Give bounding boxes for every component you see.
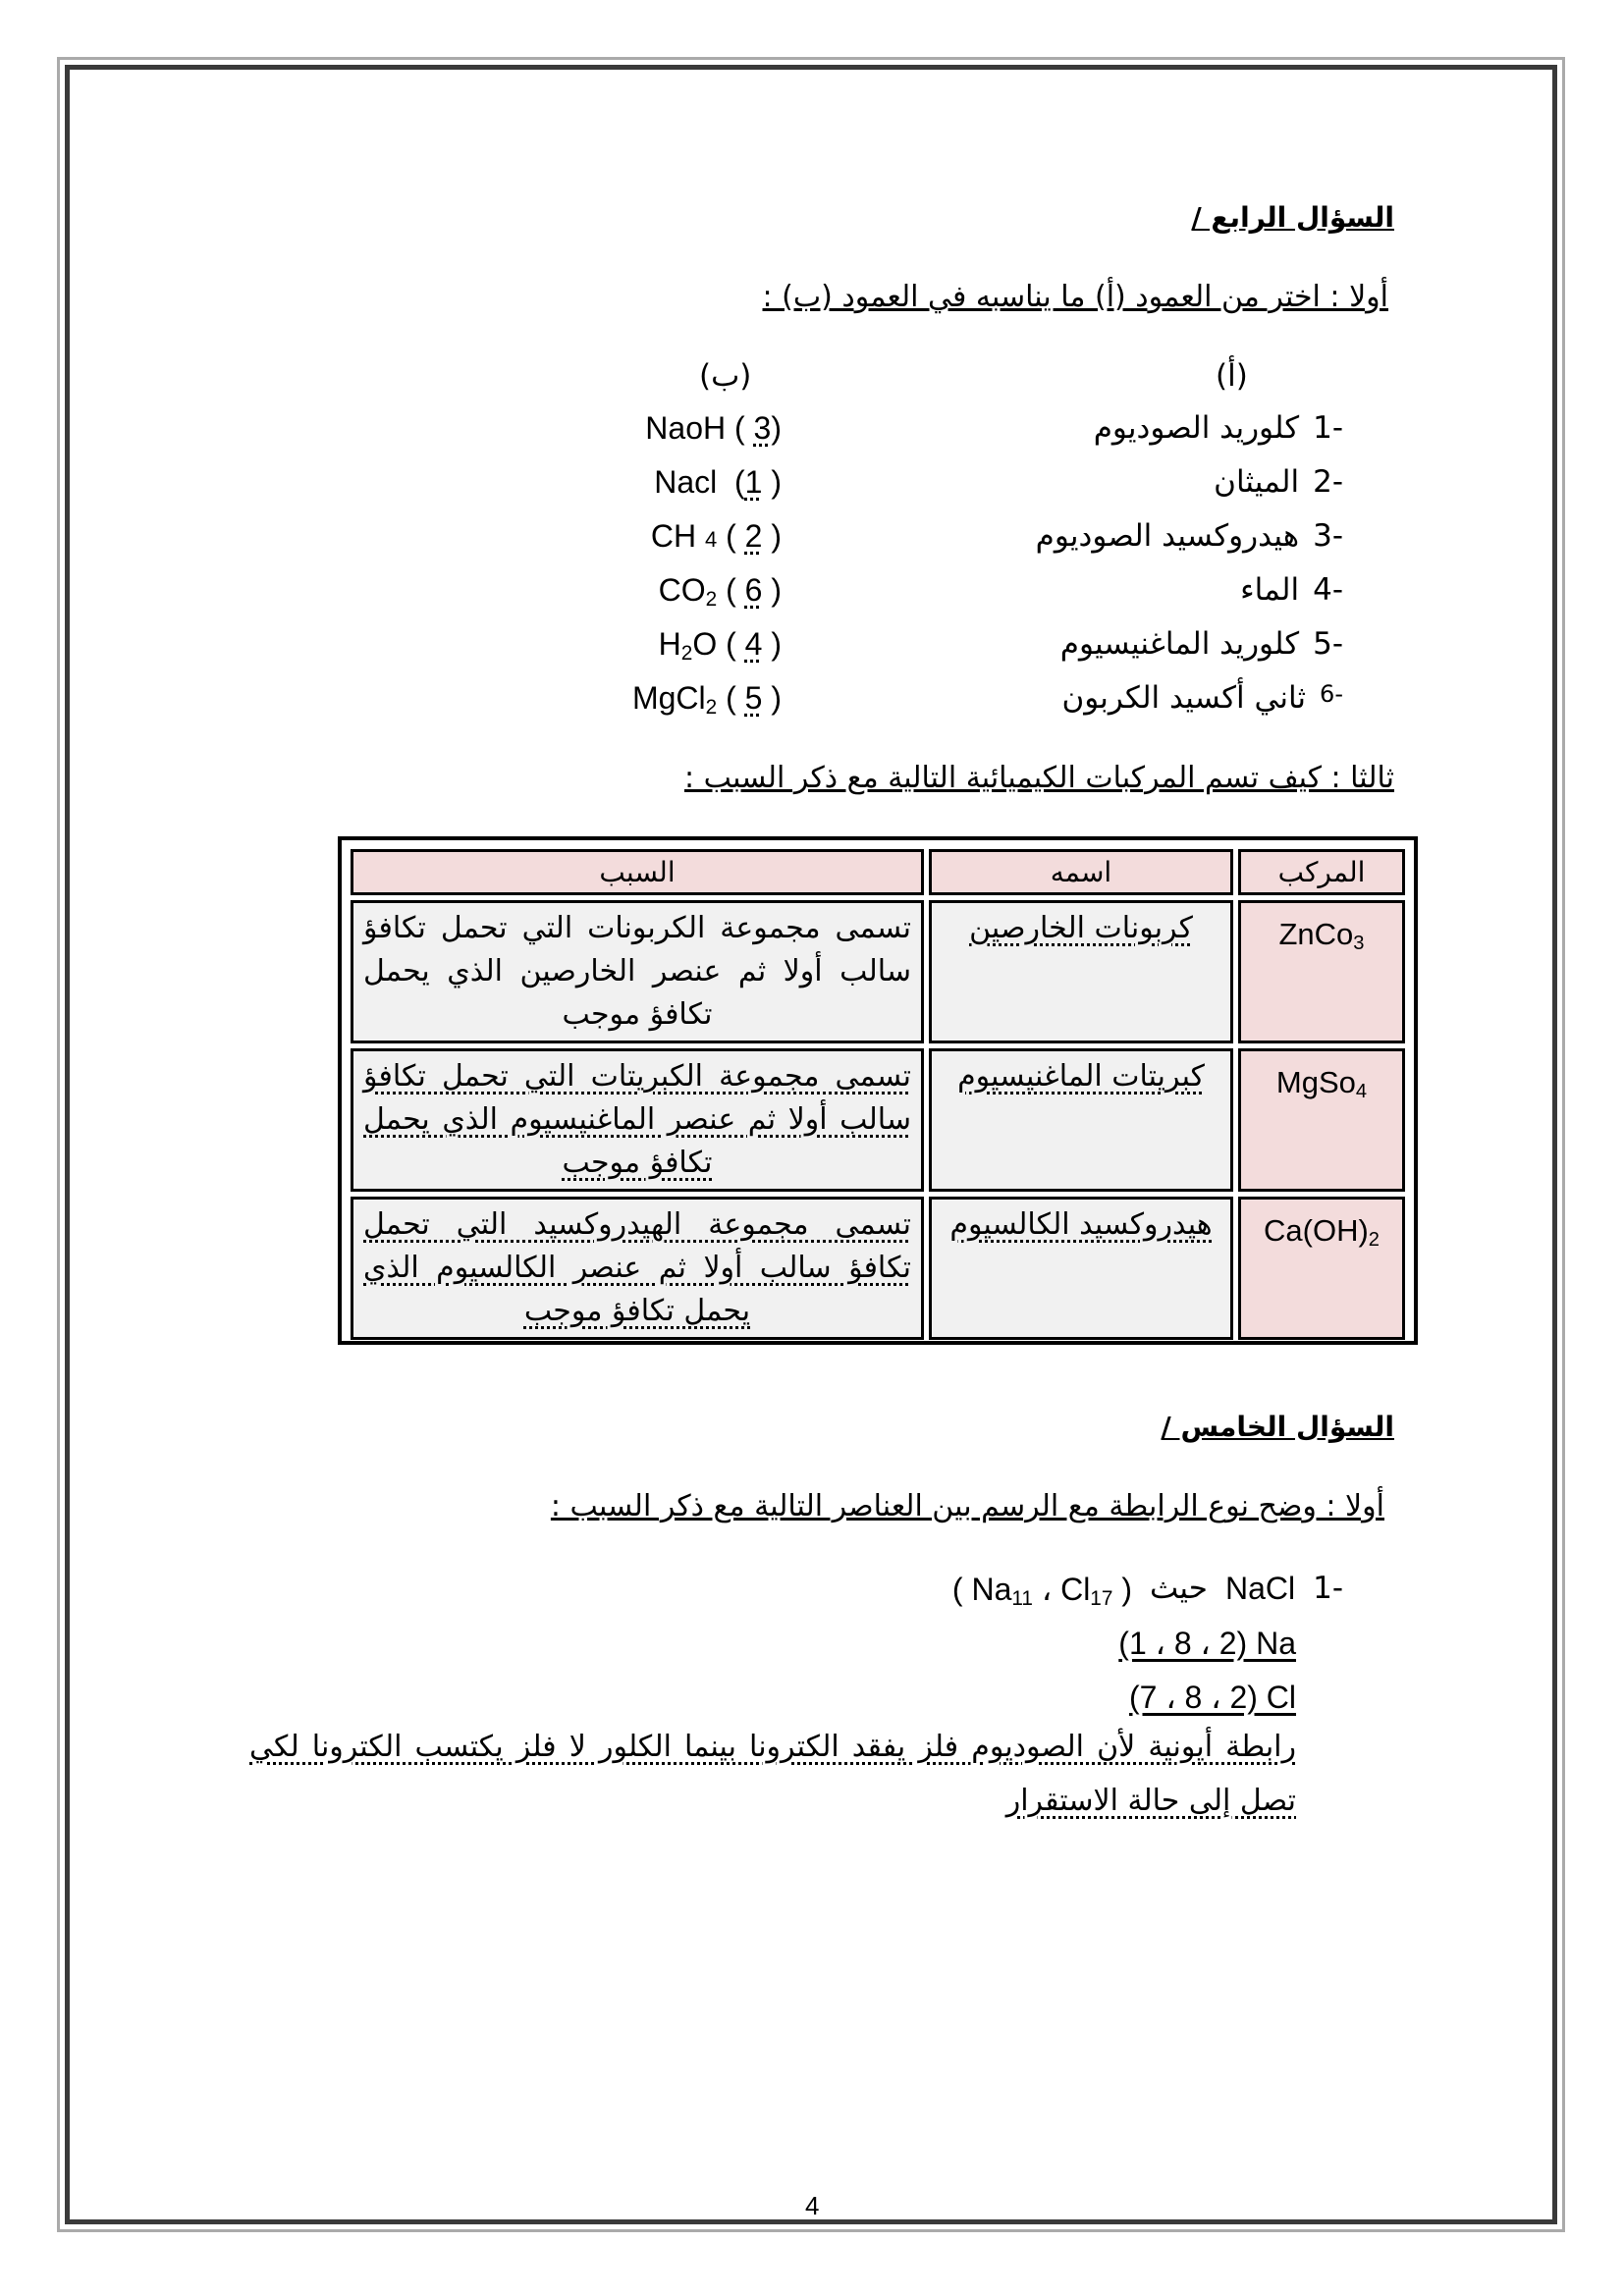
item-text: كلوريد الصوديوم: [1093, 410, 1300, 446]
column-b-item: MgCl$_2$ ( 5 ): [631, 680, 782, 720]
table-row: [351, 1048, 1405, 1192]
formula: H: [658, 626, 681, 662]
column-a-header: (أ): [1216, 358, 1248, 394]
question-4-heading: السؤال الرابع /: [1191, 201, 1394, 234]
subscript: 2: [705, 696, 718, 720]
table-row: [351, 900, 1405, 1043]
q4-part1-title: أولا : اختر من العمود (أ) ما يناسبه في العمود (ب) :: [762, 280, 1388, 314]
item-where: حيث: [1149, 1571, 1208, 1606]
compound-formula: ZnCo: [1278, 917, 1354, 951]
element-symbol: Na: [971, 1572, 1012, 1607]
element-symbol: Cl: [1060, 1572, 1091, 1607]
formula: Nacl: [654, 464, 718, 500]
item-number: -3: [1313, 518, 1343, 554]
reason-cell: تسمى مجموعة الكبريتات التي تحمل تكافؤ سالب أولا ثم عنصر الماغنيسيوم الذي يحمل تكافؤ موجب: [351, 1048, 924, 1192]
na-electron-config: (1 ، 8 ، 2) Na: [1118, 1626, 1296, 1661]
column-a-item: [1214, 464, 1343, 500]
q5-item: [952, 1571, 1343, 1611]
formula: NaoH: [645, 410, 727, 446]
header-compound: المركب: [1238, 849, 1405, 895]
formula: MgCl: [631, 680, 706, 716]
answer-number: 4: [744, 626, 763, 662]
column-b-item: $CO_2$ ( 6 ): [658, 572, 782, 612]
column-b-item: CH 4 ( 2 ): [650, 518, 782, 554]
answer-number: 1: [744, 464, 763, 500]
atomic-numbers: ( $Na_{11}$ ، $Cl_{17}$ ): [951, 1572, 1132, 1611]
answer-number: 5: [744, 680, 763, 716]
atomic-number: 17: [1090, 1587, 1113, 1611]
column-b-header: (ب): [699, 358, 752, 394]
subscript: 2: [705, 588, 718, 612]
column-a-item: [1061, 680, 1343, 716]
atomic-number: 11: [1011, 1587, 1033, 1611]
item-number: -2: [1313, 464, 1343, 500]
compound-formula: Ca(OH): [1264, 1213, 1369, 1248]
item-number: -1: [1313, 410, 1343, 446]
formula: CH: [650, 518, 697, 554]
question-5-heading: السؤال الخامس /: [1161, 1411, 1394, 1443]
answer-number: 6: [744, 572, 763, 608]
cl-electron-config: (7 ، 8 ، 2) Cl: [1128, 1680, 1296, 1715]
answer-number: 3: [753, 410, 772, 446]
subscript: 4: [704, 527, 718, 552]
item-compound: NaCl: [1224, 1571, 1296, 1606]
column-b-item: Nacl (1 ): [654, 464, 782, 500]
item-number: -1: [1313, 1571, 1343, 1606]
item-text: الميثان: [1214, 464, 1300, 500]
subscript: 4: [1355, 1081, 1368, 1103]
item-text: هيدروكسيد الصوديوم: [1035, 518, 1300, 554]
page-number: 4: [805, 2191, 820, 2220]
item-text: ثاني أكسيد الكربون: [1061, 680, 1307, 716]
header-reason: السبب: [351, 849, 924, 895]
reason-cell: تسمى مجموعة الهيدروكسيد التي تحمل تكافؤ سالب أولا ثم عنصر الكالسيوم الذي يحمل تكافؤ موجب: [351, 1197, 924, 1340]
name-cell: كبريتات الماغنيسيوم: [929, 1048, 1233, 1192]
q4-part3-title: ثالثا : كيف تسم المركبات الكيميائية التالية مع ذكر السبب :: [683, 761, 1394, 795]
item-number: -5: [1313, 626, 1343, 662]
compound-cell: [1238, 1048, 1405, 1192]
column-b-item: $H_2O$ ( 4 ): [658, 626, 782, 666]
formula: O: [692, 626, 718, 662]
subscript: 3: [1353, 933, 1365, 955]
answer-line-1: رابطة أيونية لأن الصوديوم فلز يفقد الكترونا بينما الكلور لا فلز يكتسب الكترونا لكي: [249, 1730, 1296, 1764]
formula: CO: [658, 572, 706, 608]
table-row: [351, 1197, 1405, 1340]
column-a-item: [1036, 518, 1343, 554]
reason-cell: تسمى مجموعة الكربونات التي تحمل تكافؤ سالب أولا ثم عنصر الخارصين الذي يحمل تكافؤ موجب: [351, 900, 924, 1043]
column-a-item: [1060, 626, 1343, 662]
item-text: الماء: [1240, 572, 1300, 608]
name-cell: هيدروكسيد الكالسيوم: [929, 1197, 1233, 1340]
compound-formula: MgSo: [1275, 1065, 1356, 1099]
item-number: -4: [1313, 572, 1343, 608]
answer-number: 2: [744, 518, 763, 554]
column-a-item: [1240, 572, 1343, 608]
compound-cell: [1238, 900, 1405, 1043]
answer-line-2: تصل إلى حالة الاستقرار: [1005, 1784, 1296, 1818]
column-a-item: [1094, 410, 1343, 446]
compound-naming-table: [338, 836, 1418, 1345]
item-text: كلوريد الماغنيسيوم: [1059, 626, 1300, 662]
item-number: -6: [1320, 680, 1343, 708]
subscript: 2: [680, 642, 693, 666]
compound-cell: [1238, 1197, 1405, 1340]
q5-part1-title: أولا : وضح نوع الرابطة مع الرسم بين العناصر التالية مع ذكر السبب :: [550, 1489, 1384, 1523]
subscript: 2: [1368, 1229, 1380, 1252]
column-b-item: NaoH ( 3): [645, 410, 782, 446]
compound-name: كربونات الخارصين: [969, 911, 1193, 945]
header-name: اسمه: [929, 849, 1233, 895]
name-cell: [929, 900, 1233, 1043]
